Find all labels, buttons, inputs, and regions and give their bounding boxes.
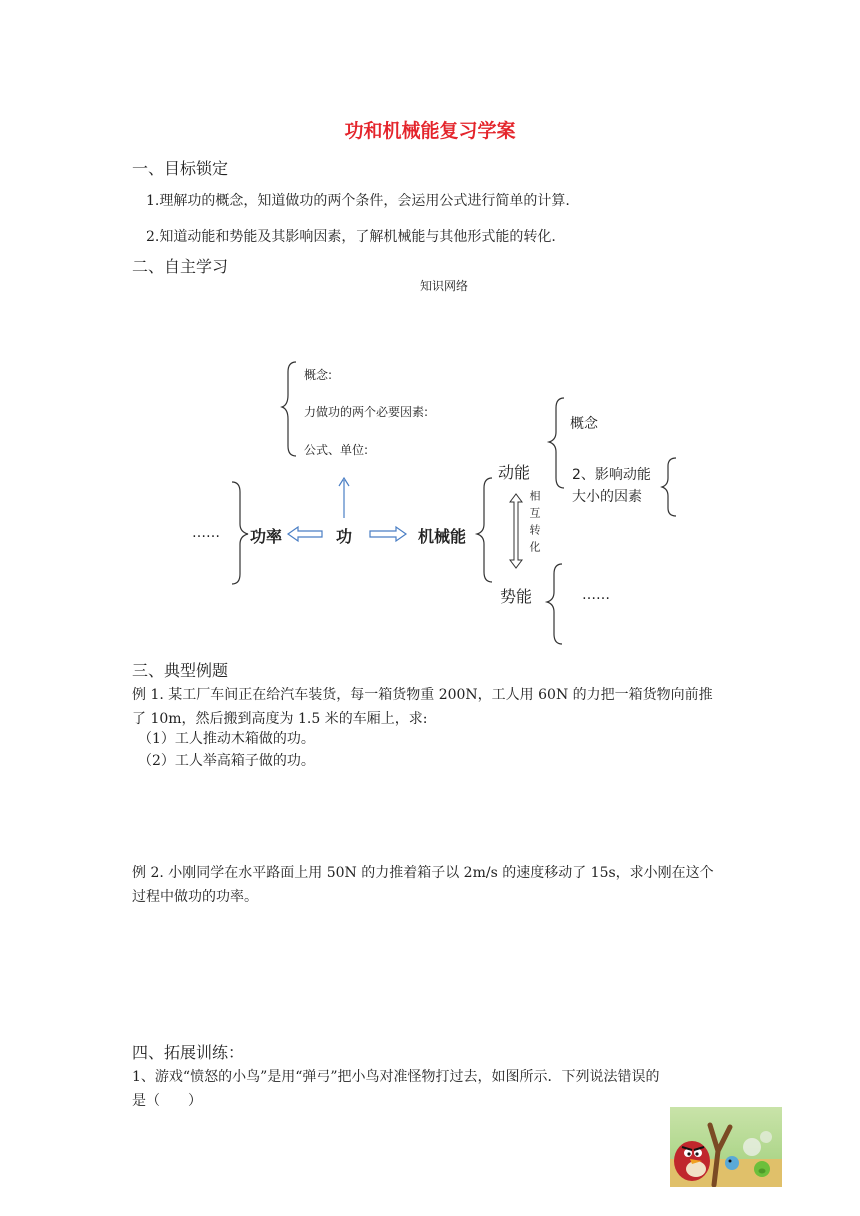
goal-item-1: 1.理解功的概念，知道做功的两个条件，会运用公式进行简单的计算.	[146, 193, 570, 209]
arrow-to-mech-energy	[370, 527, 406, 541]
section-heading-goals: 一、目标锁定	[132, 159, 229, 178]
section-heading-training: 四、拓展训练：	[132, 1043, 245, 1062]
example2-line1: 例 2. 小刚同学在水平路面上用 50N 的力推着箱子以 2m/s 的速度移动了 15s，求小刚在这个	[132, 865, 714, 881]
power-node: 功率	[250, 527, 283, 546]
mech-energy-brace	[477, 478, 492, 582]
example1-line2: 了 10m，然后搬到高度为 1.5 米的车厢上，求:	[132, 711, 428, 727]
mutual-conversion-label: 相互转化	[528, 490, 541, 558]
diagram-caption: 知识网络	[420, 279, 469, 293]
potential-brace	[547, 564, 562, 644]
section-heading-self-study: 二、自主学习	[132, 257, 229, 276]
work-item-factors: 力做功的两个必要因素:	[304, 405, 429, 419]
kinetic-concept: 概念	[570, 416, 598, 432]
arrow-to-power	[288, 527, 322, 541]
ellipsis-right: ……	[582, 587, 610, 603]
power-brace	[232, 482, 248, 584]
example1-q1: （1）工人推动木箱做的功。	[138, 731, 315, 747]
example1-q2: （2）工人举高箱子做的功。	[138, 753, 315, 769]
kinetic-factor-brace	[662, 458, 676, 516]
training-q1-line1: 1、游戏“愤怒的小鸟”是用“弹弓”把小鸟对准怪物打过去，如图所示．下列说法错误的	[132, 1069, 660, 1085]
example2-line2: 过程中做功的功率。	[132, 889, 258, 905]
kinetic-node: 动能	[498, 463, 531, 482]
kinetic-brace	[549, 398, 564, 488]
kinetic-factor-line2: 大小的因素	[572, 489, 642, 505]
work-node: 功	[336, 527, 353, 546]
mutual-conversion-arrow	[510, 494, 522, 568]
goal-item-2: 2.知道动能和势能及其影响因素，了解机械能与其他形式能的转化.	[146, 229, 556, 245]
ellipsis-left: ……	[192, 525, 220, 541]
work-items-brace	[282, 362, 296, 456]
potential-node: 势能	[500, 587, 533, 606]
training-q1-line2: 是（ ）	[132, 1093, 202, 1109]
kinetic-factor-line1: 2、影响动能	[572, 467, 651, 483]
mech-energy-node: 机械能	[418, 527, 467, 546]
example1-line1: 例 1. 某工厂车间正在给汽车装货，每一箱货物重 200N，工人用 60N 的力把一箱货物向前推	[132, 687, 713, 703]
work-item-concept: 概念:	[304, 368, 333, 382]
page-title: 功和机械能复习学案	[344, 120, 516, 142]
work-item-formula: 公式、单位:	[304, 443, 369, 457]
section-heading-examples: 三、典型例题	[132, 661, 229, 680]
angry-birds-image	[670, 1107, 782, 1187]
